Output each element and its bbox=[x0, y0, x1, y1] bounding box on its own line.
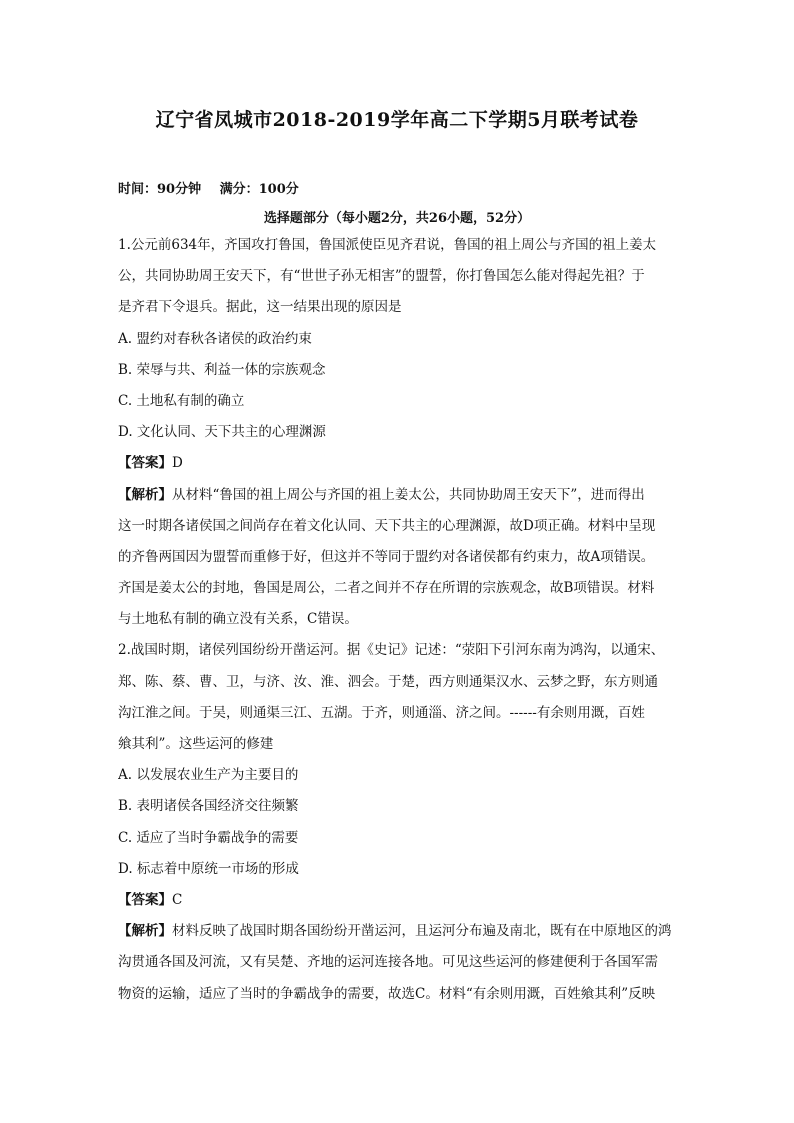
answer-value: C bbox=[172, 891, 183, 908]
q2-analysis-line: 物资的运输，适应了当时的争霸战争的需要，故选C。材料“有余则用溉，百姓飨其利”反映 bbox=[118, 985, 656, 1002]
q1-option-c: C. 土地私有制的确立 bbox=[118, 392, 245, 409]
question-content bbox=[118, 230, 678, 1010]
analysis-text: 材料反映了战国时期各国纷纷开凿运河，且运河分布遍及南北，既有在中原地区的鸿 bbox=[172, 923, 672, 940]
q1-answer bbox=[118, 448, 678, 479]
q2-option-d: D. 标志着中原统一市场的形成 bbox=[118, 860, 299, 877]
q2-stem-line: 郑、陈、蔡、曹、卫，与济、汝、淮、泗会。于楚，西方则通渠汉水、云梦之野，东方则通 bbox=[118, 673, 658, 690]
q2-answer bbox=[118, 885, 678, 916]
q1-stem-line: 1.公元前634年，齐国攻打鲁国，鲁国派使臣见齐君说，鲁国的祖上周公与齐国的祖上姜太 bbox=[118, 237, 657, 253]
answer-label: 【答案】 bbox=[118, 891, 172, 908]
q1-option-b: B. 荣辱与共、利益一体的宗族观念 bbox=[118, 361, 326, 378]
time-limit: 时间：90分钟 bbox=[118, 182, 202, 197]
q1-analysis-line bbox=[118, 480, 678, 511]
q2-option-a: A. 以发展农业生产为主要目的 bbox=[118, 767, 299, 784]
q1-analysis-line: 与土地私有制的确立没有关系，C错误。 bbox=[118, 611, 358, 628]
full-score: 满分：100分 bbox=[219, 182, 299, 197]
q1-stem-line: 是齐君下令退兵。据此，这一结果出现的原因是 bbox=[118, 299, 402, 316]
q1-option-a: A. 盟约对春秋各诸侯的政治约束 bbox=[118, 330, 312, 347]
q2-stem-line: 飨其利”。这些运河的修建 bbox=[118, 736, 274, 752]
q2-analysis-line: 沟贯通各国及河流，又有吴楚、齐地的运河连接各地。可见这些运河的修建便利于各国军需 bbox=[118, 954, 658, 971]
q1-stem-line: 公，共同协助周王安天下，有“世世子孙无相害”的盟誓，你打鲁国怎么能对得起先祖？于 bbox=[118, 268, 645, 285]
analysis-text: 从材料“鲁国的祖上周公与齐国的祖上姜太公，共同协助周王安天下”，进而得出 bbox=[172, 486, 645, 503]
analysis-label: 【解析】 bbox=[118, 923, 172, 940]
q2-option-b: B. 表明诸侯各国经济交往频繁 bbox=[118, 798, 299, 815]
q2-option-c: C. 适应了当时争霸战争的需要 bbox=[118, 829, 299, 846]
exam-meta bbox=[118, 178, 313, 197]
exam-title: 辽宁省凤城市2018-2019学年高二下学期5月联考试卷 bbox=[155, 109, 639, 131]
q2-stem-line: 2.战国时期，诸侯列国纷纷开凿运河。据《史记》记述：“荥阳下引河东南为鸿沟，以通宋、 bbox=[118, 642, 665, 659]
q2-analysis-line bbox=[118, 916, 678, 947]
analysis-label: 【解析】 bbox=[118, 486, 172, 503]
answer-label: 【答案】 bbox=[118, 455, 172, 472]
answer-value: D bbox=[172, 455, 183, 472]
q1-analysis-line: 齐国是姜太公的封地，鲁国是周公，二者之间并不存在所谓的宗族观念，故B项错误。材料 bbox=[118, 580, 655, 597]
q1-analysis-line: 的齐鲁两国因为盟誓而重修于好，但这并不等同于盟约对各诸侯都有约束力，故A项错误。 bbox=[118, 548, 655, 565]
q2-stem-line: 沟江淮之间。于吴，则通渠三江、五湖。于齐，则通淄、济之间。------有余则用溉，百姓 bbox=[118, 704, 645, 721]
section-heading: 选择题部分（每小题2分，共26小题，52分） bbox=[263, 211, 531, 226]
q1-option-d: D. 文化认同、天下共主的心理渊源 bbox=[118, 424, 326, 441]
q1-analysis-line: 这一时期各诸侯国之间尚存在着文化认同、天下共主的心理渊源，故D项正确。材料中呈现 bbox=[118, 517, 656, 534]
